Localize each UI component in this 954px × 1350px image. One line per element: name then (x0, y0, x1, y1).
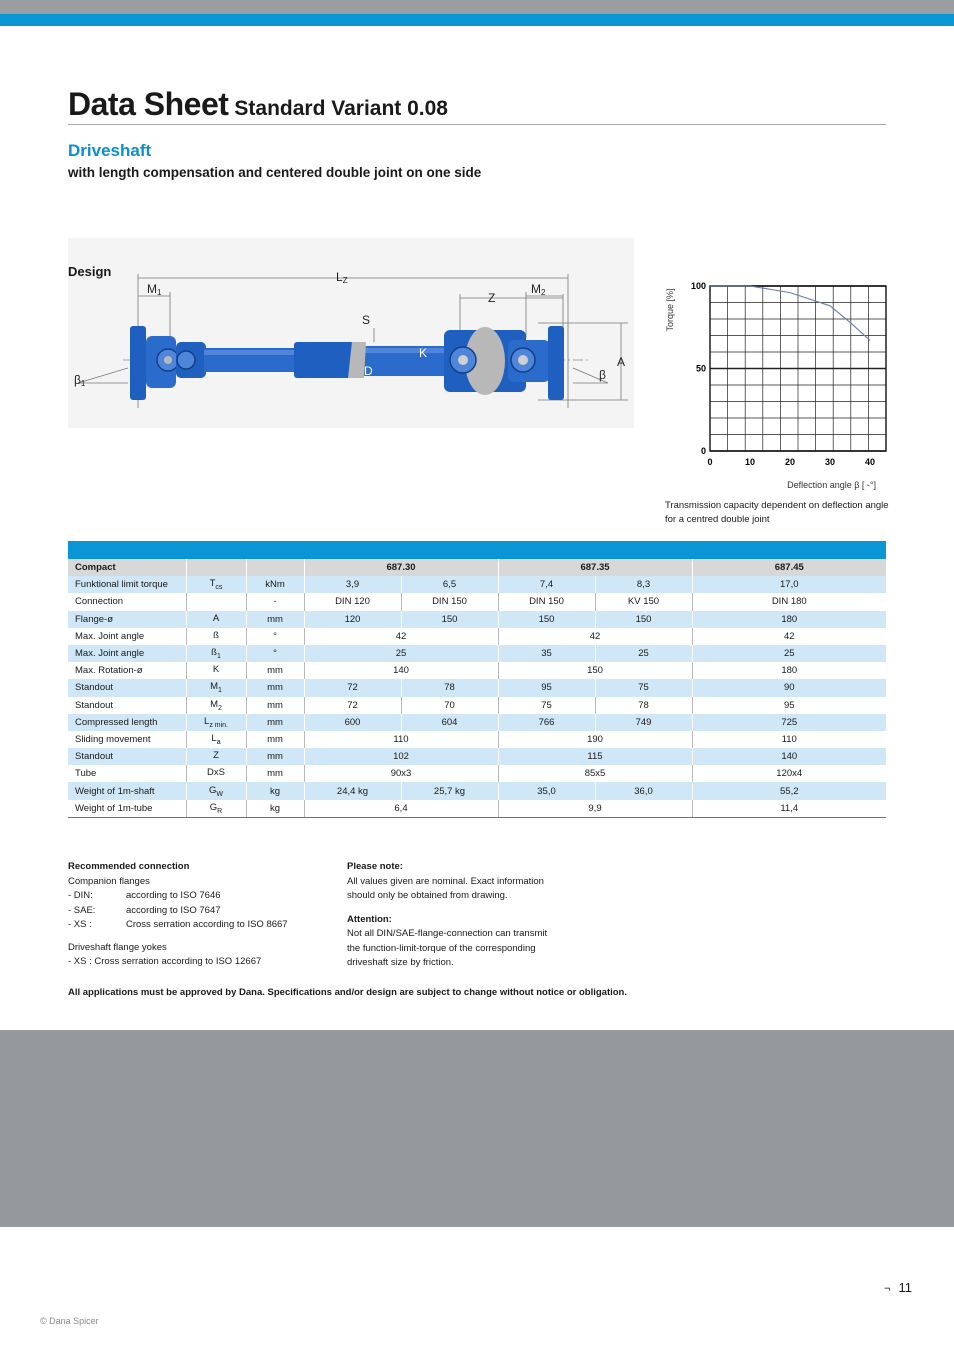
row-symbol (186, 628, 246, 645)
row-value: 75 (498, 697, 595, 714)
please-text-1: All values given are nominal. Exact information (347, 875, 544, 887)
table-row (68, 697, 886, 714)
section-title: Driveshaft (68, 141, 152, 160)
bottom-gray-band (0, 1030, 954, 1227)
symbol-main: M (210, 681, 218, 693)
row-label: Standout (68, 748, 186, 765)
label-s: S (362, 313, 371, 327)
row-label: Weight of 1m-shaft (68, 782, 186, 799)
header-cell: 687.35 (498, 559, 692, 576)
row-value: 150 (498, 662, 692, 679)
row-value: DIN 180 (692, 593, 886, 610)
row-value: 600 (304, 714, 401, 731)
row-value: 115 (498, 748, 692, 765)
top-blue-band (0, 14, 954, 26)
row-value: 180 (692, 662, 886, 679)
row-value: 25 (595, 645, 692, 662)
row-value: 749 (595, 714, 692, 731)
row-value: 90x3 (304, 765, 498, 782)
header-cell (186, 559, 246, 576)
header-label: Compact (68, 559, 186, 576)
row-symbol (186, 662, 246, 679)
label-a: A (617, 355, 626, 369)
row-value: 25 (692, 645, 886, 662)
row-label: Max. Joint angle (68, 645, 186, 662)
label-k: K (419, 346, 428, 360)
row-unit: mm (246, 697, 304, 714)
row-symbol (186, 611, 246, 628)
table-row (68, 662, 886, 679)
row-value: 95 (692, 697, 886, 714)
row-value: 3,9 (304, 576, 401, 593)
symbol-main: DxS (207, 767, 225, 779)
symbol-main: L (211, 733, 217, 745)
double-joint-right-cap (518, 355, 528, 365)
chart-series-line (710, 286, 870, 340)
label-m2: M2 (531, 282, 546, 297)
sleeve (294, 342, 354, 378)
driveshaft-drawing (68, 238, 634, 428)
title-sub: Standard Variant 0.08 (234, 97, 448, 120)
row-value: DIN 150 (498, 593, 595, 610)
table-header-bar (68, 541, 886, 559)
row-unit: mm (246, 731, 304, 748)
table-row (68, 748, 886, 765)
row-value: DIN 120 (304, 593, 401, 610)
symbol-subscript: cs (215, 584, 223, 592)
chart-y-tick: 50 (695, 363, 706, 374)
please-title: Please note: (347, 861, 403, 872)
row-value: 78 (595, 697, 692, 714)
row-value: 725 (692, 714, 886, 731)
row-value: 190 (498, 731, 692, 748)
xs-key: - XS : (68, 919, 92, 930)
table-row (68, 628, 886, 645)
xs-value: Cross serration according to ISO 8667 (126, 919, 288, 930)
row-unit: kNm (246, 576, 304, 593)
symbol-main: ß (213, 629, 219, 641)
corner-mark-icon: ¬ (884, 1283, 891, 1295)
chart-x-tick: 40 (864, 457, 876, 467)
chart-x-tick: 10 (744, 457, 756, 467)
row-value: 35,0 (498, 782, 595, 799)
row-label: Standout (68, 679, 186, 696)
row-symbol (186, 748, 246, 765)
attention-text-2: the function-limit-torque of the corresponding (347, 942, 536, 954)
row-value: 140 (304, 662, 498, 679)
row-value: 25,7 kg (401, 782, 498, 799)
header-cell: 687.45 (692, 559, 886, 576)
page-number (884, 1280, 912, 1295)
symbol-main: G (209, 784, 217, 796)
row-label: Sliding movement (75, 733, 151, 745)
row-symbol (186, 645, 246, 662)
row-label: Standout (75, 699, 114, 711)
row-value: 35 (498, 645, 595, 662)
table-row (68, 576, 886, 593)
row-value: DIN 150 (401, 593, 498, 610)
chart-caption: Transmission capacity dependent on deflection angle for a centred double joint (665, 500, 889, 525)
row-value: 25 (304, 645, 498, 662)
row-label: Weight of 1m-tube (68, 800, 186, 818)
symbol-subscript: 2 (218, 704, 222, 712)
row-symbol (186, 593, 246, 610)
label-beta: β (599, 368, 606, 382)
symbol-main: A (212, 612, 220, 624)
row-value: 42 (304, 628, 498, 645)
page-title (68, 86, 448, 123)
row-value: 150 (401, 611, 498, 628)
chart-y-tick: 100 (690, 281, 706, 291)
chart-x-tick: 30 (824, 457, 836, 467)
row-value: 120 (304, 611, 401, 628)
left-flange (130, 326, 146, 400)
row-value: 604 (401, 714, 498, 731)
table-row (68, 782, 886, 799)
sae-key: - SAE: (68, 904, 96, 916)
row-unit: mm (246, 765, 304, 782)
row-label: Connection (75, 596, 124, 608)
table-header-row (68, 559, 886, 576)
row-symbol (186, 697, 246, 714)
symbol-main: M (210, 698, 218, 710)
symbol-main: Z (213, 750, 219, 762)
chart-ticks (691, 281, 875, 467)
design-label: Design (68, 264, 112, 279)
chart-y-tick: 0 (700, 446, 706, 456)
chart-x-tick: 20 (784, 457, 796, 467)
please-text-2: should only be obtained from drawing. (347, 890, 508, 901)
chart-line (710, 286, 870, 340)
spline-highlight (204, 350, 294, 355)
row-unit: kg (246, 800, 304, 818)
row-label: Tube (75, 768, 97, 780)
symbol-subscript: 1 (216, 652, 221, 660)
label-lz: LZ (336, 270, 348, 285)
din-value: according to ISO 7646 (126, 890, 221, 901)
left-joint-cap (164, 356, 172, 364)
row-value: 11,4 (692, 800, 886, 818)
row-value: 42 (692, 628, 886, 645)
table-row (68, 611, 886, 628)
yokes-xs: - XS : Cross serration according to ISO 12667 (68, 956, 262, 967)
row-value: 36,0 (595, 782, 692, 799)
table-row (68, 679, 886, 696)
row-value: KV 150 (595, 593, 692, 610)
symbol-subscript: 1 (218, 687, 222, 695)
symbol-subscript: a (216, 738, 221, 746)
table-row (68, 765, 886, 782)
companion-label: Companion flanges (68, 875, 150, 887)
row-symbol (186, 731, 246, 748)
row-symbol (186, 679, 246, 696)
row-symbol (186, 800, 246, 818)
row-value: 120x4 (692, 765, 886, 782)
please-notes (347, 860, 607, 971)
symbol-subscript: R (217, 807, 223, 815)
header-cell: 687.30 (304, 559, 498, 576)
row-symbol (186, 782, 246, 799)
row-unit: - (246, 593, 304, 610)
row-label: Funktional limit torque (68, 576, 186, 593)
table-row (68, 731, 886, 748)
row-unit: mm (246, 611, 304, 628)
label-beta1: β1 (74, 373, 86, 388)
row-value: 180 (692, 611, 886, 628)
table-row (68, 714, 886, 731)
attention-title: Attention: (347, 913, 392, 925)
row-value: 70 (401, 697, 498, 714)
row-unit: kg (246, 782, 304, 799)
row-value: 90 (692, 679, 886, 696)
sae-value: according to ISO 7647 (126, 904, 221, 916)
title-rule (68, 124, 886, 125)
row-unit: mm (246, 679, 304, 696)
symbol-main: T (209, 578, 216, 590)
row-value: 17,0 (692, 576, 886, 593)
row-value: 75 (595, 679, 692, 696)
row-label: Max. Joint angle (75, 630, 145, 642)
row-value: 42 (498, 628, 692, 645)
title-main: Data Sheet (68, 86, 229, 122)
recommended-title: Recommended connection (68, 861, 190, 872)
yokes-label: Driveshaft flange yokes (68, 941, 167, 953)
chart-grid (710, 286, 886, 451)
row-symbol (186, 765, 246, 782)
row-label: Flange-ø (68, 611, 186, 628)
chart-x-tick: 0 (707, 457, 713, 467)
right-flange (548, 326, 564, 400)
symbol-main: ß (211, 647, 217, 659)
recommended-notes (68, 860, 338, 970)
chart-x-label: Deflection angle β [ -°] (787, 480, 876, 490)
symbol-main: K (212, 664, 220, 676)
spec-table (68, 559, 886, 818)
row-value: 55,2 (692, 782, 886, 799)
label-m1: M1 (147, 282, 162, 297)
table-row (68, 645, 886, 662)
row-value: 72 (304, 679, 401, 696)
approval-note: All applications must be approved by Dana. Specifications and/or design are subject to change without notice or obligation. (68, 987, 627, 998)
row-label: Max. Rotation-ø (75, 665, 143, 677)
row-symbol (186, 576, 246, 593)
chart-y-label: Torque [%] (665, 288, 675, 332)
attention-text-1: Not all DIN/SAE-flange-connection can transmit (347, 928, 548, 939)
row-value: 8,3 (595, 576, 692, 593)
row-value: 6,5 (401, 576, 498, 593)
din-key: - DIN: (68, 890, 93, 901)
row-unit: mm (246, 662, 304, 679)
row-value: 110 (304, 731, 498, 748)
row-value: 78 (401, 679, 498, 696)
attention-text-3: driveshaft size by friction. (347, 957, 454, 968)
row-value: 102 (304, 748, 498, 765)
top-gray-band (0, 0, 954, 14)
row-value: 150 (498, 611, 595, 628)
row-value: 766 (498, 714, 595, 731)
symbol-subscript: z min. (209, 721, 228, 729)
row-unit: mm (246, 714, 304, 731)
header-cell (246, 559, 304, 576)
row-value: 95 (498, 679, 595, 696)
row-value: 85x5 (498, 765, 692, 782)
row-label: Compressed length (68, 714, 186, 731)
label-z: Z (488, 291, 496, 305)
row-value: 140 (692, 748, 886, 765)
row-unit: ° (246, 645, 304, 662)
row-unit: mm (246, 748, 304, 765)
symbol-main: L (204, 715, 210, 727)
label-d: D (364, 364, 373, 378)
footer-copyright: © Dana Spicer (40, 1316, 99, 1326)
left-inner-joint (177, 351, 195, 369)
tube-highlight (354, 348, 444, 353)
row-value: 7,4 (498, 576, 595, 593)
row-value: 150 (595, 611, 692, 628)
table-row (68, 800, 886, 818)
row-unit: ° (246, 628, 304, 645)
table-row (68, 593, 886, 610)
row-value: 9,9 (498, 800, 692, 818)
row-symbol (186, 714, 246, 731)
row-value: 6,4 (304, 800, 498, 818)
double-joint-left-cap (458, 355, 468, 365)
row-value: 72 (304, 697, 401, 714)
symbol-main: G (209, 801, 218, 813)
row-value: 24,4 kg (304, 782, 401, 799)
row-value: 110 (692, 731, 886, 748)
symbol-subscript: W (216, 790, 223, 798)
section-subtitle: with length compensation and centered double joint on one side (68, 165, 482, 180)
torque-chart (660, 276, 890, 506)
page-number-value: 11 (898, 1280, 912, 1295)
